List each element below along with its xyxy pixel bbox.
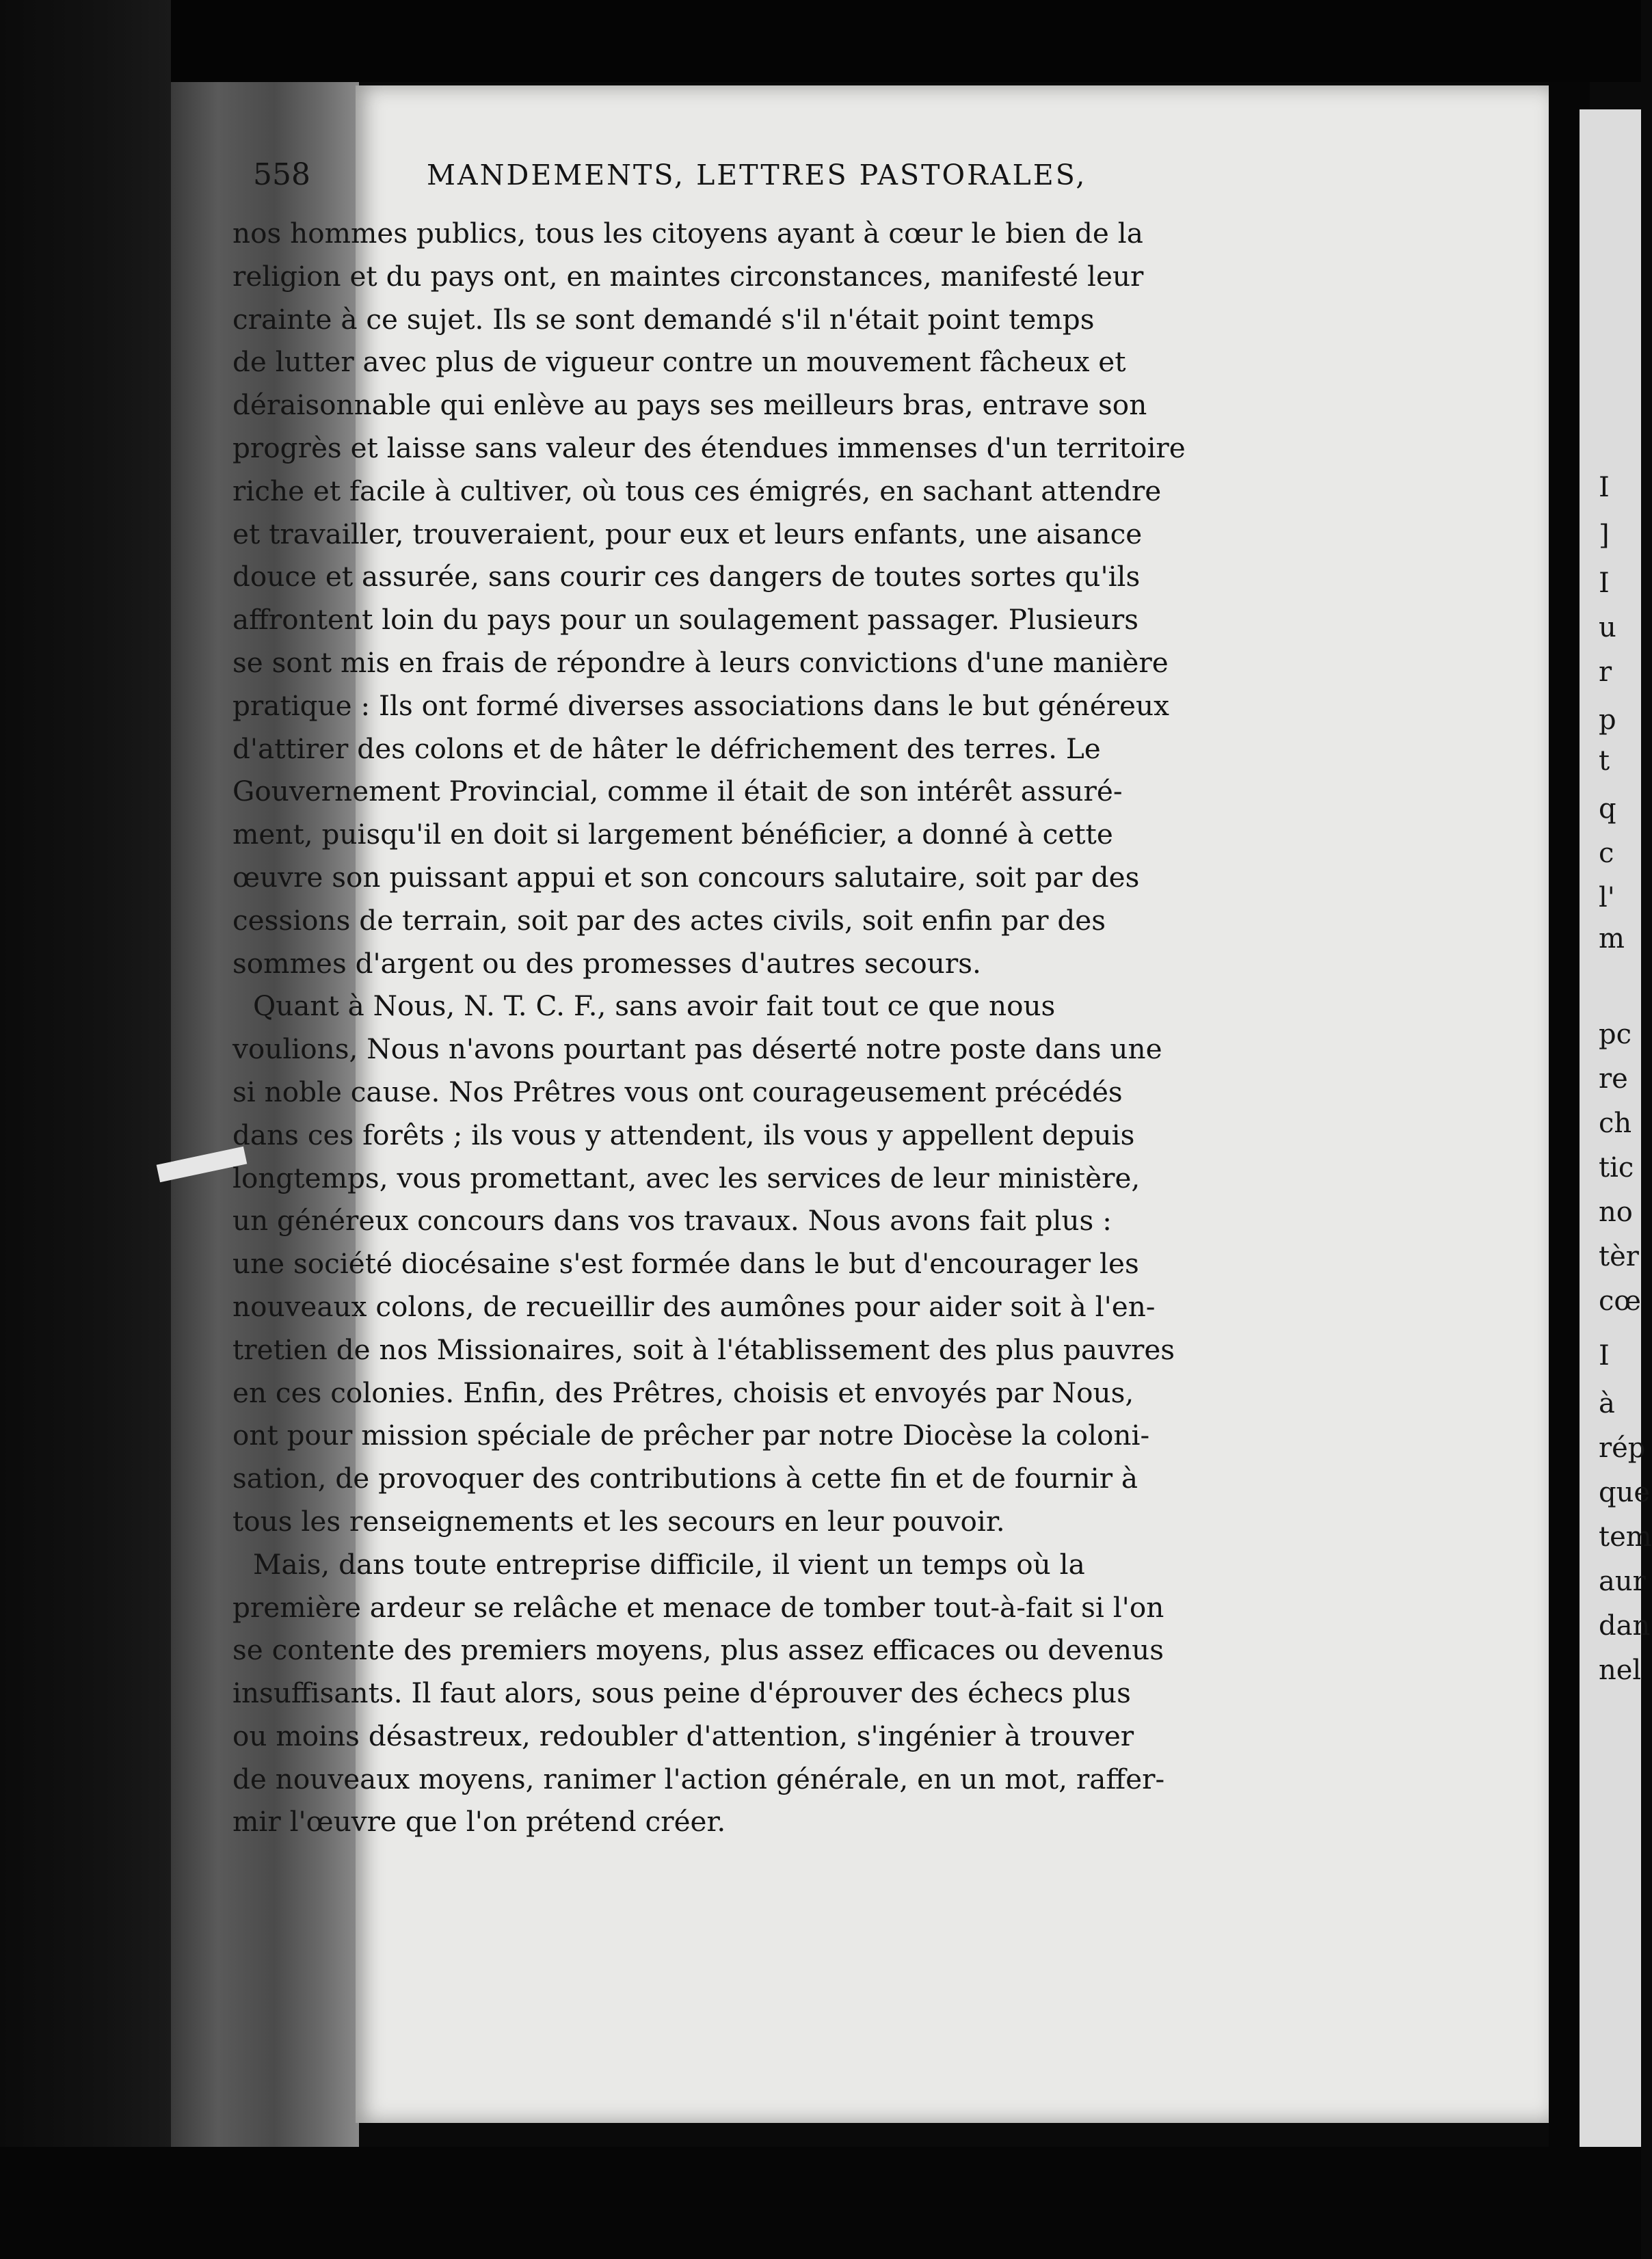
text-line: en ces colonies. Enfin, des Prêtres, choisis et envoyés par Nous, (232, 1376, 1134, 1409)
body-text (232, 212, 1186, 1843)
text-line: tous les renseignements et les secours en leur pouvoir. (232, 1504, 1005, 1538)
text-line: Mais, dans toute entreprise difficile, il vient un temps où la (253, 1547, 1085, 1581)
facing-page-fragment: tem (1599, 1521, 1652, 1553)
facing-page-fragment: r (1599, 656, 1612, 688)
text-line: riche et facile à cultiver, où tous ces émigrés, en sachant attendre (232, 474, 1162, 507)
text-line: Quant à Nous, N. T. C. F., sans avoir fait tout ce que nous (253, 989, 1056, 1023)
text-line: dans ces forêts ; ils vous y attendent, ils vous y appellent depuis (232, 1118, 1135, 1151)
text-line: nos hommes publics, tous les citoyens ayant à cœur le bien de la (232, 217, 1143, 250)
facing-page-fragment: pc (1599, 1019, 1632, 1050)
page-number: 558 (253, 157, 310, 192)
text-line: douce et assurée, sans courir ces dangers de toutes sortes qu'ils (232, 560, 1141, 593)
text-line: mir l'œuvre que l'on prétend créer. (232, 1805, 726, 1839)
running-header (253, 157, 1108, 205)
facing-page-fragment: q (1599, 793, 1616, 825)
facing-page-fragment: rép (1599, 1432, 1646, 1464)
facing-page-fragment: I (1599, 472, 1610, 503)
facing-page-fragment: tèr (1599, 1241, 1639, 1272)
text-line: de nouveaux moyens, ranimer l'action générale, en un mot, raffer- (232, 1762, 1165, 1795)
scan-bottom-border (0, 2147, 1641, 2259)
facing-page-fragment: t (1599, 745, 1610, 777)
text-line: un généreux concours dans vos travaux. Nous avons fait plus : (232, 1204, 1112, 1238)
facing-page-fragment: c (1599, 838, 1614, 869)
text-line: une société diocésaine s'est formée dans le but d'encourager les (232, 1247, 1139, 1281)
facing-page-fragment: I (1599, 567, 1610, 599)
text-line: pratique : Ils ont formé diverses associations dans le but généreux (232, 689, 1169, 722)
text-line: et travailler, trouveraient, pour eux et leurs enfants, une aisance (232, 517, 1143, 550)
facing-page-edge (1580, 109, 1652, 2154)
facing-page-fragment: u (1599, 612, 1616, 643)
text-line: tretien de nos Missionaires, soit à l'établissement des plus pauvres (232, 1333, 1175, 1366)
text-line: se sont mis en frais de répondre à leurs convictions d'une manière (232, 645, 1169, 679)
text-line: ou moins désastreux, redoubler d'attention, s'ingénier à trouver (232, 1719, 1134, 1752)
facing-page-fragment: dan (1599, 1610, 1651, 1642)
facing-page-fragment: nel (1599, 1655, 1642, 1686)
text-line: sation, de provoquer des contributions à cette fin et de fournir à (232, 1462, 1138, 1495)
text-line: se contente des premiers moyens, plus assez efficaces ou devenus (232, 1633, 1164, 1667)
text-line: affrontent loin du pays pour un soulagement passager. Plusieurs (232, 603, 1139, 637)
facing-page-fragment: p (1599, 704, 1616, 736)
facing-page-fragment: que (1599, 1477, 1651, 1508)
text-line: si noble cause. Nos Prêtres vous ont courageusement précédés (232, 1075, 1123, 1108)
text-line: progrès et laisse sans valeur des étendues immenses d'un territoire (232, 431, 1186, 464)
text-line: voulions, Nous n'avons pourtant pas déserté notre poste dans une (232, 1032, 1162, 1066)
facing-page-fragment: ] (1599, 520, 1610, 551)
text-line: cessions de terrain, soit par des actes civils, soit enfin par des (232, 903, 1106, 937)
facing-page-fragment: no (1599, 1197, 1633, 1228)
scan-left-border (0, 0, 171, 2259)
text-line: d'attirer des colons et de hâter le défrichement des terres. Le (232, 732, 1101, 765)
text-line: déraisonnable qui enlève au pays ses meilleurs bras, entrave son (232, 388, 1147, 422)
facing-page-fragment: cœ (1599, 1285, 1641, 1317)
facing-page-fragment: I (1599, 1340, 1610, 1372)
text-line: longtemps, vous promettant, avec les services de leur ministère, (232, 1161, 1141, 1194)
text-line: ment, puisqu'il en doit si largement bénéficier, a donné à cette (232, 818, 1113, 851)
scan-top-border (0, 0, 1641, 82)
text-line: insuffisants. Il faut alors, sous peine d'éprouver des échecs plus (232, 1676, 1131, 1710)
facing-page-fragment: tic (1599, 1152, 1634, 1184)
text-line: ont pour mission spéciale de prêcher par notre Diocèse la coloni- (232, 1419, 1150, 1452)
facing-page-fragment: aur (1599, 1566, 1646, 1597)
text-line: première ardeur se relâche et menace de tomber tout-à-fait si l'on (232, 1590, 1164, 1624)
text-line: crainte à ce sujet. Ils se sont demandé s'il n'était point temps (232, 302, 1095, 336)
text-line: de lutter avec plus de vigueur contre un mouvement fâcheux et (232, 345, 1126, 379)
facing-page-fragment: ch (1599, 1108, 1632, 1139)
facing-page-fragment: à (1599, 1388, 1615, 1419)
facing-page-fragment: re (1599, 1063, 1628, 1095)
text-line: religion et du pays ont, en maintes circonstances, manifesté leur (232, 259, 1144, 293)
text-line: Gouvernement Provincial, comme il était de son intérêt assuré- (232, 775, 1123, 808)
text-line: œuvre son puissant appui et son concours salutaire, soit par des (232, 860, 1140, 894)
text-line: nouveaux colons, de recueillir des aumônes pour aider soit à l'en- (232, 1289, 1156, 1323)
facing-page-fragment: m (1599, 923, 1625, 954)
running-title: MANDEMENTS, LETTRES PASTORALES, (426, 159, 1087, 191)
text-line: sommes d'argent ou des promesses d'autres secours. (232, 946, 981, 980)
facing-page-fragment: l' (1599, 882, 1615, 913)
